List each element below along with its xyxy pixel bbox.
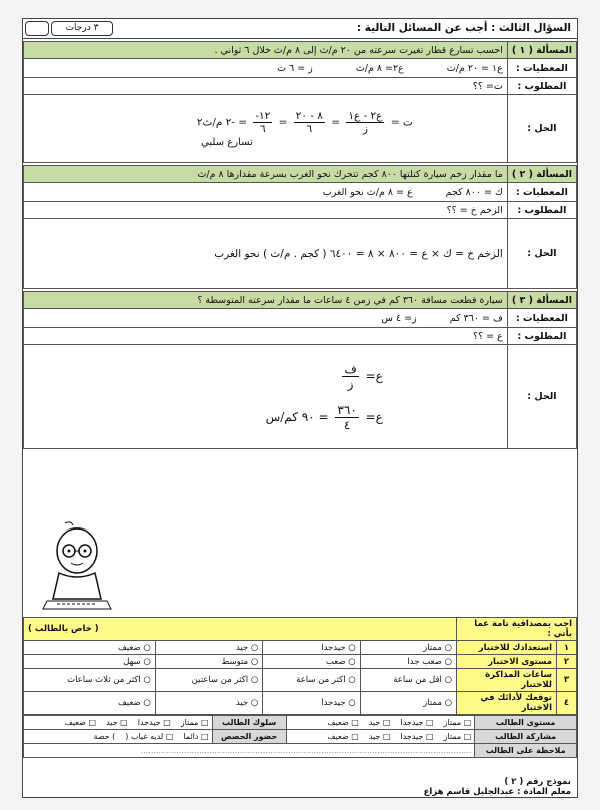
fraction [346, 110, 384, 135]
solution-label: الحل : [507, 219, 576, 289]
radio-option[interactable]: ○ صعب [263, 655, 360, 669]
required-label: المطلوب : [507, 328, 576, 345]
problem-label: المسألة ( ١ ) [507, 42, 576, 59]
row-label: توقعك لأدائك في الاختبار [457, 692, 557, 715]
problem-3 [23, 291, 577, 449]
denominator: ز [362, 122, 368, 135]
radio-option[interactable]: ○ ممتاز [360, 692, 456, 715]
math-lhs: ع= [365, 368, 383, 383]
given-item: ع٢= ٨ م/ث [355, 62, 404, 74]
givens-label: المعطيات : [507, 59, 576, 78]
radio-option[interactable]: ○ سهل [24, 655, 156, 669]
student-survey [23, 617, 577, 715]
note-field[interactable]: .................................................................................................................................. [24, 744, 475, 758]
math-result: = ٩٠ كم/س [265, 409, 329, 424]
givens-label: المعطيات : [507, 309, 576, 328]
denominator: ٤ [343, 417, 351, 432]
survey-row [24, 641, 577, 655]
problem-label: المسألة ( ٣ ) [507, 292, 576, 309]
givens-label: المعطيات : [507, 183, 576, 202]
solution-note: تسارع سلبي [201, 136, 253, 148]
solution-equation: ت = $\frac{\text{ع٢ - ع١}}{\text{ز}}$ = $\frac{٨ - ٢٠}{٦}$ = $\frac{١٢-}{٦}$ = -٢ م/ث٢ [196, 109, 413, 135]
note-label: ملاحظة على الطالب [475, 744, 577, 758]
numerator: ٣٦٠ [337, 402, 357, 417]
problem-label: المسألة ( ٢ ) [507, 166, 576, 183]
radio-option[interactable]: ○ ضعيف [24, 692, 156, 715]
survey-subtitle: ( خاص بالطالب ) [24, 618, 457, 641]
problem-text: ما مقدار زخم سيارة كتلتها ٨٠٠ كجم تتحرك نحو الغرب بسرعة مقدارها ٨ م/ث [24, 166, 508, 183]
given-item: ك = ٨٠٠ كجم [445, 186, 503, 198]
givens [24, 309, 508, 328]
fraction [253, 110, 272, 135]
problem-2 [23, 165, 577, 289]
numerator: ف [344, 361, 357, 376]
denominator: ٦ [306, 122, 313, 135]
row-label: مستوى الاختبار [457, 655, 557, 669]
row-number: ٢ [557, 655, 577, 669]
radio-option[interactable]: ○ صعب جدا [360, 655, 456, 669]
model-number: نموذج رقم ( ٢ ) [504, 777, 571, 787]
participation-label: مشاركة الطالب [475, 730, 577, 744]
grade-box: ٣ درجات [51, 21, 113, 36]
solution-line-2 [28, 403, 503, 432]
given-item: ز = ٦ ث [277, 62, 313, 74]
math-lhs: ت = [390, 116, 413, 128]
radio-option[interactable]: ○ اكثر من ثلاث ساعات [24, 669, 156, 692]
denominator: ٦ [259, 122, 266, 135]
numerator: ع٢ - ع١ [348, 109, 383, 122]
attendance-options[interactable]: □ دائما□ لديه غياب () حصة [24, 730, 213, 744]
given-item: ف = ٣٦٠ كم [449, 312, 503, 324]
math-lhs: ع= [365, 409, 383, 424]
exam-page [22, 18, 578, 798]
required: الزخم خ = ؟؟ [24, 202, 508, 219]
radio-option[interactable]: ○ اقل من ساعة [360, 669, 456, 692]
numerator: ١٢- [255, 109, 271, 122]
radio-option[interactable]: ○ متوسط [155, 655, 262, 669]
level-label: مستوى الطالب [475, 716, 577, 730]
survey-row [24, 669, 577, 692]
fraction [342, 362, 358, 391]
question-header [23, 19, 577, 39]
givens [24, 183, 508, 202]
fraction [294, 110, 325, 135]
question-title: السؤال الثالث : أجب عن المسائل التالية : [356, 22, 571, 34]
numerator: ٨ - ٢٠ [295, 109, 323, 122]
radio-option[interactable]: ○ ضعيف [24, 641, 156, 655]
problems-section [23, 41, 577, 449]
radio-option[interactable]: ○ جيدجدا [263, 692, 360, 715]
math-result: = -٢ م/ث٢ [196, 116, 248, 128]
given-item: ع١ = ٢٠ م/ث [446, 62, 503, 74]
row-label: استعدادك للاختبار [457, 641, 557, 655]
behavior-label: سلوك الطالب [212, 716, 286, 730]
row-number: ٣ [557, 669, 577, 692]
teacher-evaluation [23, 715, 577, 758]
radio-option[interactable]: ○ اكثر من ساعة [263, 669, 360, 692]
problem-text: سيارة قطعت مسافة ٣٦٠ كم في زمن ٤ ساعات ما مقدار سرعته المتوسطة ؟ [24, 292, 508, 309]
survey-title: اجب بمصداقية تامة عما يأتي : [457, 618, 577, 641]
solution: الزخم خ = ك × ع = ٨٠٠ × ٨ = ٦٤٠٠ ( كجم . م/ث ) نحو الغرب [24, 219, 508, 289]
radio-option[interactable]: ○ جيدجدا [263, 641, 360, 655]
student-cartoon-illustration [37, 521, 117, 611]
solution-label: الحل : [507, 95, 576, 163]
survey-row [24, 655, 577, 669]
given-item: ز= ٤ س [381, 312, 417, 324]
row-number: ٤ [557, 692, 577, 715]
radio-option[interactable]: ○ ممتاز [360, 641, 456, 655]
attendance-label: حضور الحصص [212, 730, 286, 744]
level-options[interactable]: □ ممتاز□ جيدجدا□ جيد□ ضعيف [286, 716, 475, 730]
problem-1 [23, 41, 577, 163]
required-label: المطلوب : [507, 78, 576, 95]
radio-option[interactable]: ○ جيد [155, 641, 262, 655]
required: ع = ؟؟ [24, 328, 508, 345]
radio-option[interactable]: ○ اكثر من ساعتين [155, 669, 262, 692]
solution [24, 345, 508, 449]
behavior-options[interactable]: □ ممتاز□ جيدجدا□ جيد□ ضعيف [24, 716, 213, 730]
radio-option[interactable]: ○ جيد [155, 692, 262, 715]
row-number: ١ [557, 641, 577, 655]
teacher-name: معلم المادة : عبدالجليل قاسم هزاع [423, 787, 571, 797]
given-item: ع = ٨ م/ث نحو الغرب [322, 186, 413, 198]
participation-options[interactable]: □ ممتاز□ جيدجدا□ جيد□ ضعيف [286, 730, 475, 744]
givens [24, 59, 508, 78]
solution-line-1 [28, 362, 503, 391]
solution [24, 95, 508, 163]
fraction [335, 403, 358, 432]
row-label: ساعات المذاكرة للاختبار [457, 669, 557, 692]
solution-label: الحل : [507, 345, 576, 449]
score-blank-box [25, 21, 49, 36]
survey-row [24, 692, 577, 715]
problem-text: احسب تسارع قطار تغيرت سرعته من ٢٠ م/ث إلى ٨ م/ث خلال ٦ ثواني . [24, 42, 508, 59]
denominator: ز [347, 376, 354, 391]
required: ت= ؟؟ [24, 78, 508, 95]
required-label: المطلوب : [507, 202, 576, 219]
